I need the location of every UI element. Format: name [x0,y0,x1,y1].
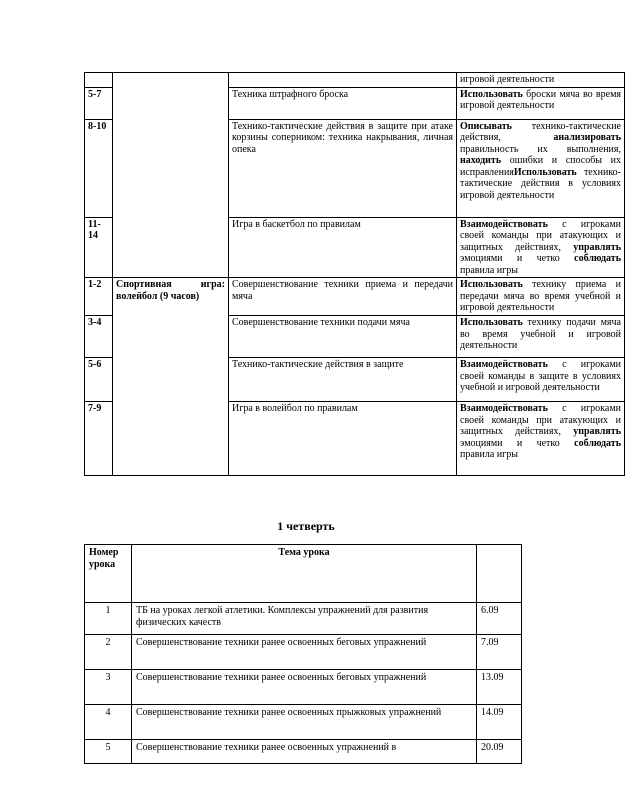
column-header-topic: Тема урока [132,545,477,603]
table-row [85,73,625,88]
activity-verb: соблюдать [574,437,621,449]
lesson-range-cell: 5-7 [85,87,113,119]
activity-verb: Использовать [460,88,523,100]
activity-cell [457,358,625,402]
activity-text: технико-тактические действия, [460,120,621,143]
lesson-date-cell: 7.09 [477,635,522,670]
activity-verb: Взаимодействовать [460,403,548,414]
activity-text: эмоциями и четко [460,437,575,449]
lesson-range-cell: 8-10 [85,119,113,217]
lesson-topic-cell: Совершенствование техники ранее освоенных беговых упражнений [132,670,477,705]
activity-verb: управлять [573,241,621,253]
section-cell [113,73,229,278]
lesson-range-cell [85,73,113,88]
activity-cell [457,73,625,88]
activity-text: правила игры [460,449,518,460]
lesson-topic-cell: ТБ на уроках легкой атлетики. Комплексы упражнений для развития физических качеств [132,603,477,635]
topic-cell: Технико-тактические действия в защите [229,358,457,402]
table-row [85,603,522,635]
lesson-range-cell: 3-4 [85,316,113,358]
table-row [85,278,625,316]
activity-text: технико-тактические действия в условиях игровой деятельности [460,166,621,201]
lesson-date-cell: 6.09 [477,603,522,635]
lesson-number-cell: 4 [85,705,132,740]
activity-cell [457,217,625,278]
lesson-range-cell: 1-2 [85,278,113,316]
quarter-heading: 1 четверть [277,519,335,533]
topic-cell: Игра в баскетбол по правилам [229,217,457,278]
topic-cell: Игра в волейбол по правилам [229,402,457,476]
lesson-number-cell: 2 [85,635,132,670]
activity-verb: Взаимодействовать [460,218,548,230]
activity-verb: управлять [573,426,621,437]
column-header-date [477,545,522,603]
activity-text: броски мяча во время игровой деятельности [460,88,621,111]
lesson-date-cell: 13.09 [477,670,522,705]
activity-verb: находить [460,155,502,166]
activity-verb: Использовать [460,317,523,328]
lesson-topic-cell: Совершенствование техники ранее освоенных прыжковых упражнений [132,705,477,740]
topic-cell: Технико-тактические действия в защите при атаке корзины соперником: техника накрывания, личная опека [229,119,457,217]
activity-text: эмоциями и четко [460,253,575,264]
activity-text: правильность их выполнения, [460,143,621,155]
lesson-number-cell: 5 [85,740,132,764]
activity-cell [457,119,625,217]
activity-text: игровой деятельности [460,74,555,85]
section-cell-volleyball: Спортивная игра: волейбол (9 часов) [113,278,229,476]
activity-cell [457,87,625,119]
activity-cell [457,278,625,316]
table-row [85,705,522,740]
lesson-date-cell: 20.09 [477,740,522,764]
activity-cell [457,316,625,358]
activity-verb: соблюдать [574,253,621,264]
activity-verb: Использовать [513,166,577,178]
topic-cell: Техника штрафного броска [229,87,457,119]
activity-text: технику подачи мяча во время учебной и игровой деятельности [460,317,621,351]
activity-text: технику приема и передачи мяча во время учебной и игровой деятельности [460,279,621,313]
activity-text: с игроками своей команды при атакующих и защитных действиях, [460,218,621,253]
topic-cell [229,73,457,88]
activity-text: правила игры [460,264,518,276]
topic-cell: Совершенствование техники подачи мяча [229,316,457,358]
activity-cell [457,402,625,476]
table-row [85,670,522,705]
activity-text: с игроками своей команды при атакующих и защитных действиях, [460,403,621,437]
lesson-range-cell: 7-9 [85,402,113,476]
lesson-range-cell: 11-14 [85,217,113,278]
table-header-row [85,545,522,603]
activity-verb: Описывать [460,120,512,132]
activity-text: с игроками своей команды в защите в условиях учебной и игровой деятельности [460,359,621,393]
activity-verb: анализировать [553,132,621,143]
activity-text: ошибки и способы их исправления [460,155,621,178]
lesson-topic-cell: Совершенствование техники ранее освоенных упражнений в [132,740,477,764]
table-row [85,635,522,670]
lesson-topic-cell: Совершенствование техники ранее освоенных беговых упражнений [132,635,477,670]
lesson-range-cell: 5-6 [85,358,113,402]
activity-verb: Использовать [460,279,523,290]
topic-cell: Совершенствование техники приема и передачи мяча [229,278,457,316]
lessons-table [84,544,522,764]
lesson-number-cell: 1 [85,603,132,635]
table-row [85,740,522,764]
lesson-plan-table [84,72,625,476]
lesson-date-cell: 14.09 [477,705,522,740]
column-header-num: Номер урока [85,545,132,603]
lesson-number-cell: 3 [85,670,132,705]
activity-verb: Взаимодействовать [460,359,548,370]
